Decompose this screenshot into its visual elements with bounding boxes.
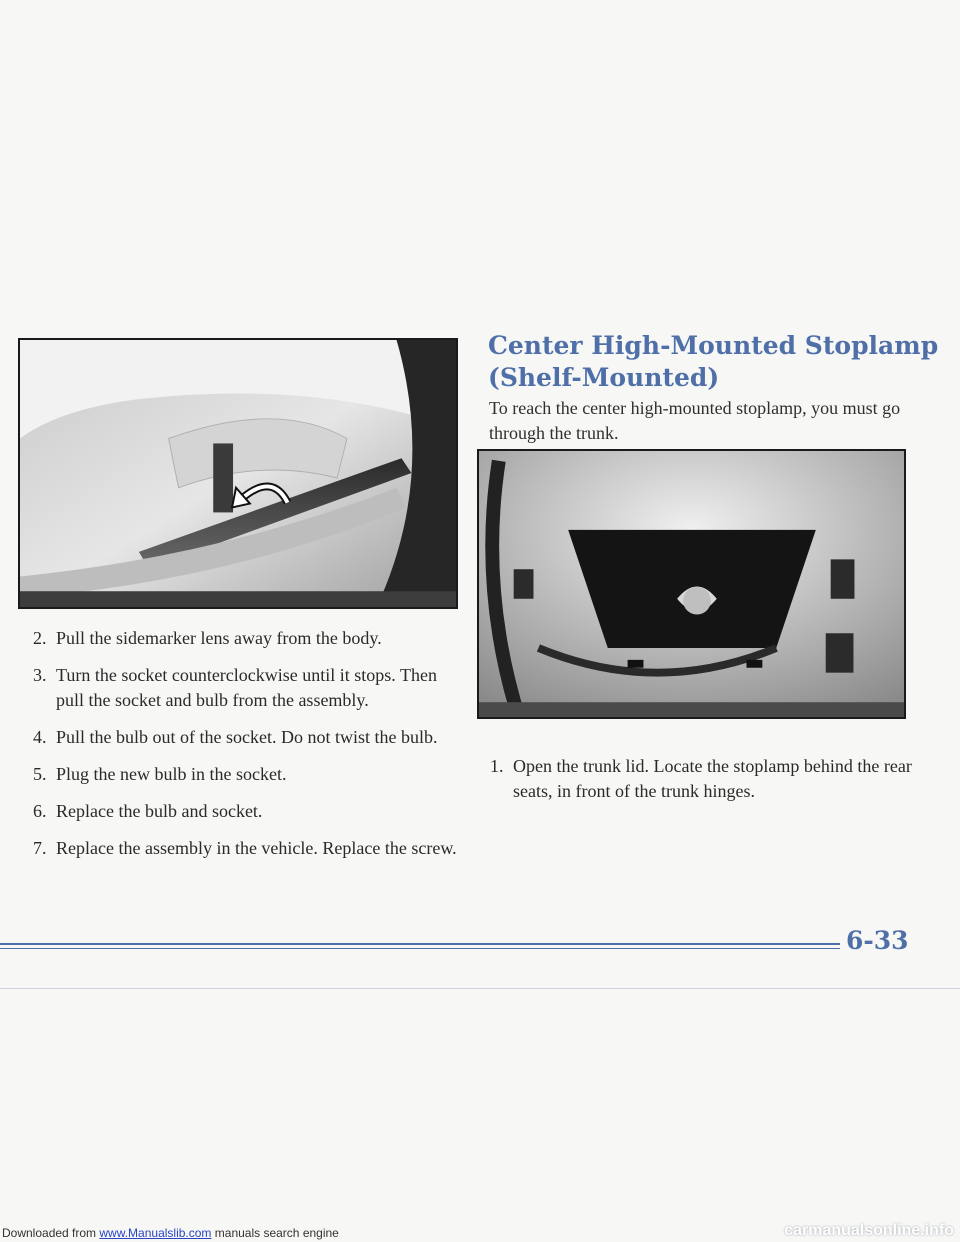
heading-line-1: Center High-Mounted Stoplamp [488, 331, 939, 360]
page-number: 6-33 [846, 926, 909, 955]
list-item: 3. Turn the socket counterclockwise until it stops. Then pull the socket and bulb from the assembly. [33, 665, 437, 710]
intro-paragraph: To reach the center high-mounted stoplamp, you must go through the trunk. [489, 398, 901, 443]
list-item: 7. Replace the assembly in the vehicle. Replace the screw. [33, 838, 457, 858]
list-item: 6. Replace the bulb and socket. [33, 801, 263, 821]
right-step-list [477, 754, 917, 816]
download-credit: Downloaded from www.Manualslib.com manuals search engine [2, 1226, 339, 1240]
section-heading [488, 330, 938, 394]
page-rule-thin [0, 948, 840, 949]
left-step-list [20, 626, 465, 873]
heading-line-2: (Shelf-Mounted) [488, 363, 720, 392]
manualslib-link[interactable]: www.Manualslib.com [99, 1226, 212, 1240]
list-item: 5. Plug the new bulb in the socket. [33, 764, 287, 784]
sidemarker-photo [18, 338, 458, 609]
list-item: 1. Open the trunk lid. Locate the stoplamp behind the rear seats, in front of the trunk hinges. [490, 756, 912, 801]
watermark: carmanualsonline.info [784, 1222, 954, 1239]
page-rule [0, 943, 840, 945]
list-item: 2. Pull the sidemarker lens away from the body. [33, 628, 382, 648]
page-bottom-rule [0, 988, 960, 989]
stoplamp-photo [477, 449, 906, 719]
list-item: 4. Pull the bulb out of the socket. Do not twist the bulb. [33, 727, 438, 747]
